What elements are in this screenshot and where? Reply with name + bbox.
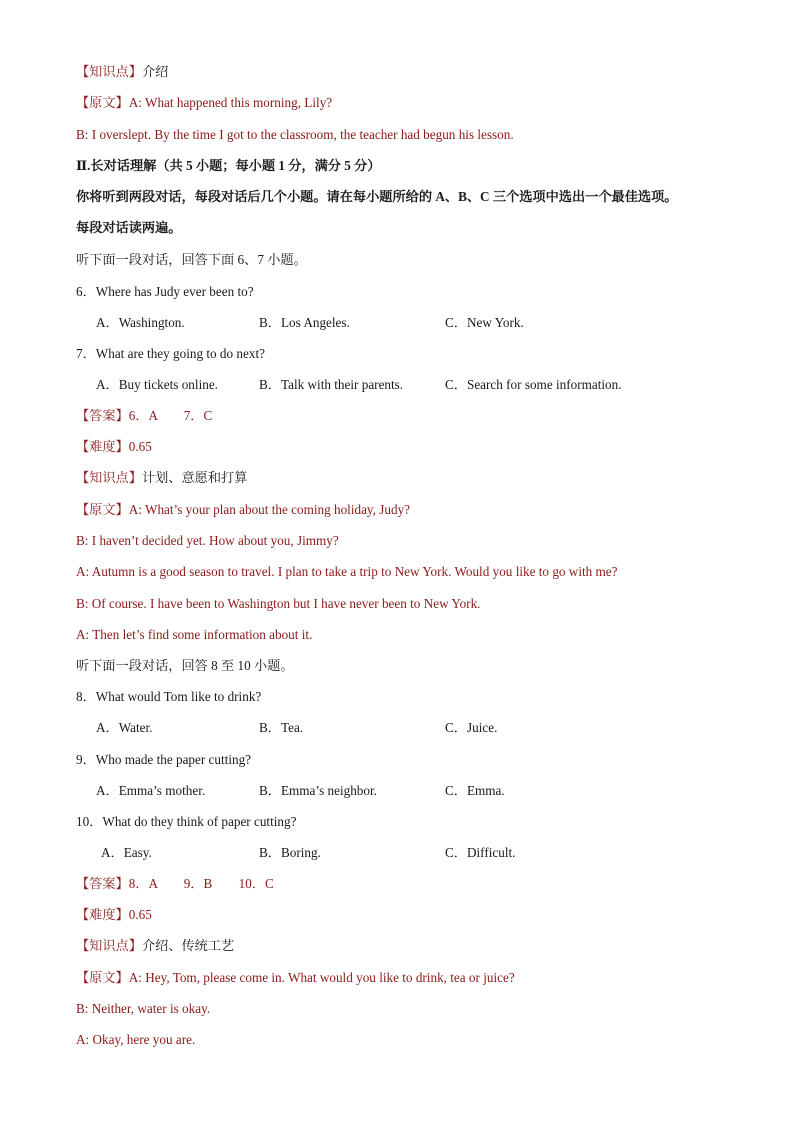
listen-instruction: 听下面一段对话，回答下面 6、7 小题。 [76, 252, 307, 267]
question-stem: 10．What do they think of paper cutting? [76, 814, 297, 829]
listen-instruction: 听下面一段对话，回答 8 至 10 小题。 [76, 658, 294, 673]
option-c: C．Difficult. [445, 845, 516, 860]
knowledge-point-line [76, 470, 247, 486]
original-text: A: Hey, Tom, please come in. What would you like to drink, tea or juice? [128, 970, 515, 985]
option-c: C．Search for some information. [445, 377, 622, 392]
original-text: A: What happened this morning, Lily? [128, 95, 333, 110]
knowledge-point-text: 介绍、传统工艺 [141, 938, 235, 953]
option-a: A．Washington. [96, 315, 185, 330]
question-stem: 6．Where has Judy ever been to? [76, 284, 254, 299]
dialogue-line: B: Of course. I have been to Washington but I have never been to New York. [76, 596, 481, 611]
knowledge-point-line [76, 938, 234, 954]
knowledge-point-text: 计划、意愿和打算 [141, 470, 248, 485]
original-text-line [76, 502, 410, 518]
question-stem: 9．Who made the paper cutting? [76, 752, 252, 767]
option-b: B．Boring. [259, 845, 321, 860]
knowledge-point-text: 介绍 [141, 64, 169, 79]
section-instruction: 你将听到两段对话，每段对话后几个小题。请在每小题所给的 A、B、C 三个选项中选出一个最佳选项。 [76, 189, 678, 204]
tag-answer: 【答案】 [76, 408, 129, 423]
tag-knowledge-point: 【知识点】 [76, 64, 142, 79]
dialogue-line: A: Autumn is a good season to travel. I plan to take a trip to New York. Would you like to go with me? [76, 564, 618, 579]
knowledge-point-line [76, 64, 168, 80]
difficulty-text: 0.65 [128, 439, 152, 454]
tag-original: 【原文】 [76, 95, 129, 110]
tag-knowledge-point: 【知识点】 [76, 470, 142, 485]
tag-knowledge-point: 【知识点】 [76, 938, 142, 953]
option-b: B．Tea. [259, 720, 304, 735]
question-stem: 8．What would Tom like to drink? [76, 689, 262, 704]
answer-line [76, 876, 274, 892]
option-c: C．New York. [445, 315, 524, 330]
tag-answer: 【答案】 [76, 876, 129, 891]
answer-line [76, 408, 212, 424]
tag-original: 【原文】 [76, 502, 129, 517]
option-c: C．Juice. [445, 720, 498, 735]
option-a: A．Emma’s mother. [96, 783, 206, 798]
option-a: A．Water. [96, 720, 153, 735]
answer-text: 6．A 7．C [128, 408, 213, 423]
section-title: Ⅱ.长对话理解（共 5 小题；每小题 1 分，满分 5 分） [76, 158, 381, 173]
tag-difficulty: 【难度】 [76, 907, 129, 922]
option-a: A．Easy. [101, 845, 152, 860]
tag-original: 【原文】 [76, 970, 129, 985]
difficulty-line [76, 439, 152, 455]
dialogue-line: B: Neither, water is okay. [76, 1001, 211, 1016]
dialogue-line: B: I haven’t decided yet. How about you, Jimmy? [76, 533, 339, 548]
option-c: C．Emma. [445, 783, 505, 798]
dialogue-line: A: Then let’s find some information about it. [76, 627, 313, 642]
option-b: B．Talk with their parents. [259, 377, 404, 392]
dialogue-line: B: I overslept. By the time I got to the classroom, the teacher had begun his lesson. [76, 127, 514, 142]
option-b: B．Emma’s neighbor. [259, 783, 377, 798]
option-a: A．Buy tickets online. [96, 377, 218, 392]
option-b: B．Los Angeles. [259, 315, 350, 330]
answer-text: 8．A 9．B 10．C [128, 876, 274, 891]
dialogue-line: A: Okay, here you are. [76, 1032, 196, 1047]
tag-difficulty: 【难度】 [76, 439, 129, 454]
question-stem: 7．What are they going to do next? [76, 346, 265, 361]
difficulty-text: 0.65 [128, 907, 152, 922]
section-instruction-2: 每段对话读两遍。 [76, 220, 182, 235]
original-text-line [76, 970, 515, 986]
original-text-line [76, 95, 332, 111]
original-text: A: What’s your plan about the coming holiday, Judy? [128, 502, 411, 517]
difficulty-line [76, 907, 152, 923]
